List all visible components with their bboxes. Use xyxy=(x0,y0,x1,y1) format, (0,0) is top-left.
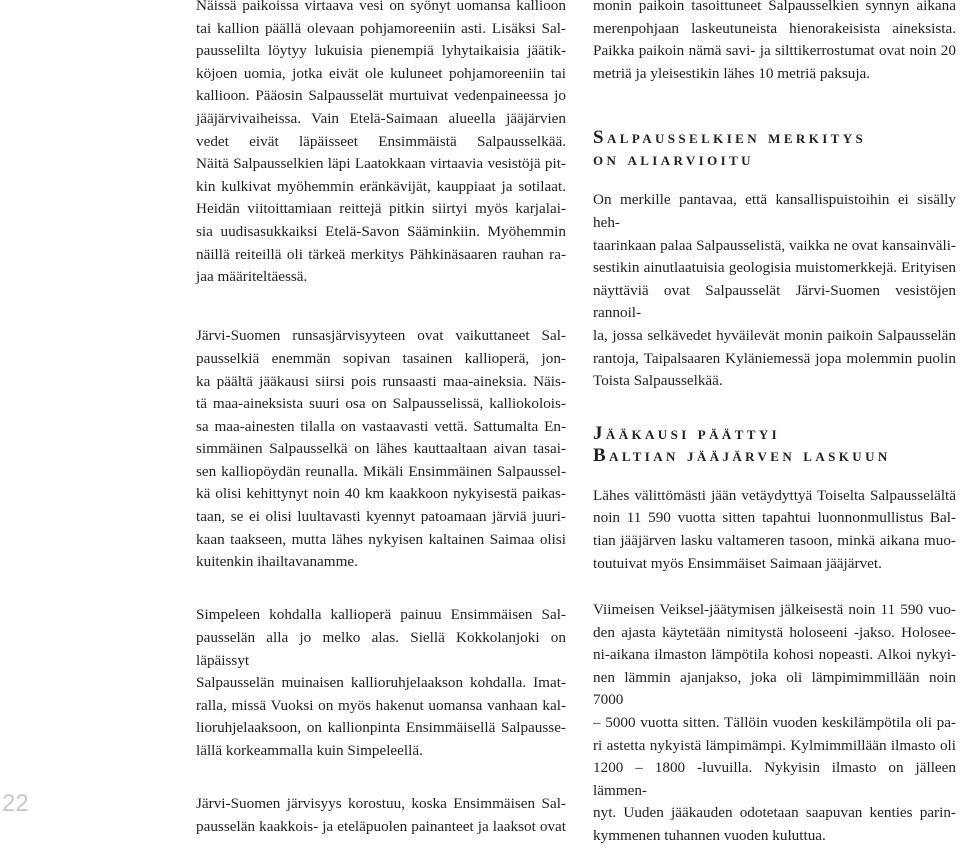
left-paragraph-3 xyxy=(196,604,566,762)
text-line: kaan taakseen, mutta lähes nykyisen kaltainen Saimaa olisi xyxy=(196,530,566,548)
text-line: 1200 – 1800 -luvuilla. Nykyisin ilmasto on jälleen lämmen- xyxy=(593,759,956,799)
text-line: tä maa-aineksista suuri osa on Salpausselissä, kalliokolois- xyxy=(196,395,566,413)
text-line: kin kulkivat myöhemmin eränkävijät, kauppiaat ja sotilaat. xyxy=(196,177,566,195)
right-column xyxy=(593,0,956,848)
text-line: noin 11 590 vuotta sitten tapahtui luonnonmullistus Bal- xyxy=(593,509,956,527)
text-line: Salpausselän muinaisen kallioruhjelaakson kohdalla. Imat- xyxy=(196,674,566,692)
text-line: Näissä paikoissa virtaava vesi on syönyt uomansa kallioon xyxy=(196,0,566,14)
text-line: taan, se ei olisi luultavasti kyennyt patoamaan järviä juuri- xyxy=(196,508,566,526)
section-heading-merkitys xyxy=(593,127,956,171)
left-column xyxy=(196,0,566,838)
text-line: monin paikoin tasoittuneet Salpausselkien synnyn aikana xyxy=(593,0,956,14)
text-line: Järvi-Suomen runsasjärvisyyteen ovat vaikuttaneet Sal- xyxy=(196,327,566,345)
section-heading-jaakausi xyxy=(593,423,956,467)
text-line: köjoen uomia, jotka eivät ole kuluneet pohjamoreeniin tai xyxy=(196,64,566,82)
text-line: toutuivat myös Ensimmäiset Saimaan jääjärvet. xyxy=(593,554,882,572)
text-line: Järvi-Suomen järvisyys korostuu, koska Ensimmäisen Sal- xyxy=(196,795,566,813)
text-line: Lähes välittömästi jään vetäydyttyä Toiselta Salpausselältä xyxy=(593,486,956,504)
text-line: kuitenkin ihailtavanamme. xyxy=(196,553,358,571)
section1-paragraph xyxy=(593,189,956,392)
text-line: nen lämmin ajanjakso, joka oli lämpimimmillään noin 7000 xyxy=(593,668,956,709)
heading-line: on aliarvioitu xyxy=(593,149,754,171)
text-line: ri astetta nykyistä lämpimämpi. Kylmimmillään ilmasto oli xyxy=(593,736,956,754)
text-line: Näitä Salpausselkien läpi Laatokkaan virtaavia vesistöjä pit- xyxy=(196,155,566,173)
text-line: sia uudisasukkaiksi Etelä-Savon Sääminkiin. Myöhemmin xyxy=(196,222,566,240)
text-line: pausselän kaakkois- ja eteläpuolen painanteet ja laaksot ovat xyxy=(196,817,566,835)
text-line: Viimeisen Veiksel-jäätymisen jälkeisestä noin 11 590 vuo- xyxy=(593,601,956,619)
section2-paragraph-1 xyxy=(593,485,956,575)
text-line: ni-aikana ilmaston lämpötila kohosi nopeasti. Alkoi nykyi- xyxy=(593,646,956,664)
text-line: kallioon. Pääosin Salpausselät murtuivat vedenpaineessa jo xyxy=(196,87,566,105)
left-paragraph-2 xyxy=(196,325,566,574)
text-line: On merkille pantavaa, että kansallispuistoihin ei sisälly heh- xyxy=(593,191,956,231)
text-line: pausselän alla jo melko alas. Siellä Kokkolanjoki on läpäissyt xyxy=(196,629,566,669)
text-line: sen kalliopöydän reunalla. Mikäli Ensimmäinen Salpaussel- xyxy=(196,462,566,480)
text-line: näillä reiteillä oli tärkeä merkitys Pähkinäsaaren rauhan ra- xyxy=(196,245,566,263)
text-line: kymmenen tuhannen vuoden kuluttua. xyxy=(593,827,826,845)
left-paragraph-1 xyxy=(196,0,566,289)
text-line: sa maa-ainesten tilalla on vastaavasti vettä. Sattumalta En- xyxy=(196,417,566,435)
text-line: nyt. Uuden jääkauden odotetaan saapuvan kenties parin- xyxy=(593,804,956,822)
text-line: la, jossa selkävedet hyväilevät monin paikoin Salpausselän xyxy=(593,326,956,344)
text-line: Toista Salpausselkää. xyxy=(593,372,723,390)
left-paragraph-4 xyxy=(196,793,566,838)
text-line: metriä ja yleisestikin lähes 10 metriä paksuja. xyxy=(593,64,871,82)
text-line: kä olisi kehittynyt noin 40 km kaakkoon nykyisestä paikas- xyxy=(196,485,566,503)
heading-line: Jääkausi päättyi xyxy=(593,422,781,444)
text-line: pausselilta löytyy lukuisia pienempiä lyhytaikaisia jäätik- xyxy=(196,42,566,60)
right-intro-paragraph xyxy=(593,0,956,85)
page-number: 22 xyxy=(2,790,29,817)
text-line: sestikin ainutlaatuisia geologisia muistomerkkejä. Erityisen xyxy=(593,259,956,277)
text-line: lällä korkeammalla kuin Simpeleellä. xyxy=(196,742,423,759)
text-line: taarinkaan palaa Salpausselistä, vaikka ne ovat kansainväli- xyxy=(593,236,956,254)
text-line: lioruhjelaaksoon, on kallionpinta Ensimmäisellä Salpausse- xyxy=(196,719,566,737)
text-line: Heidän viitoittamiaan reittejä pitkin siirtyi myös karjalai- xyxy=(196,200,566,218)
text-line: näyttäviä ovat Salpausselät Järvi-Suomen vesistöjen rannoil- xyxy=(593,281,956,322)
text-line: jaa määriteltäessä. xyxy=(196,268,308,286)
text-line: tai kallion päällä olevaan pohjamoreeniin asti. Lisäksi Sal- xyxy=(196,19,566,37)
heading-line: Salpausselkien merkitys xyxy=(593,127,867,149)
text-line: Paikka paikoin nämä savi- ja silttikerrostumat ovat noin 20 xyxy=(593,42,956,60)
text-line: jääjärvivaiheissa. Vain Etelä-Saimaan alueella jääjärvien xyxy=(196,109,566,127)
text-line: merenpohjaan laskeutuneista hienorakeisista aineksista. xyxy=(593,19,956,37)
text-line: vedet eivät läpäisseet Ensimmäistä Salpausselkää. xyxy=(196,132,566,150)
text-line: Simpeleen kohdalla kallioperä painuu Ensimmäisen Sal- xyxy=(196,606,566,624)
text-line: tian jääjärven lasku valtameren tasoon, minkä aikana muo- xyxy=(593,531,956,549)
text-line: den ajasta käytetään nimitystä holoseeni -jakso. Holosee- xyxy=(593,623,956,641)
text-line: pausselkiä enemmän sopivan tasainen kallioperä, jon- xyxy=(196,349,566,367)
text-line: – 5000 vuotta sitten. Tällöin vuoden keskilämpötila oli pa- xyxy=(593,714,956,732)
text-line: ralla, missä Vuoksi on myös hakenut uomansa vanhaan kal- xyxy=(196,696,566,714)
text-line: rantoja, Taipalsaaren Kyläniemessä jopa molemmin puolin xyxy=(593,349,956,367)
section2-paragraph-2 xyxy=(593,599,956,848)
text-line: simmäinen Salpausselkä on lähes kauttaaltaan aivan tasai- xyxy=(196,440,566,458)
heading-line: Baltian jääjärven laskuun xyxy=(593,444,891,466)
text-line: ka päältä jääkausi siirsi pois runsaasti maa-aineksia. Näis- xyxy=(196,372,566,390)
